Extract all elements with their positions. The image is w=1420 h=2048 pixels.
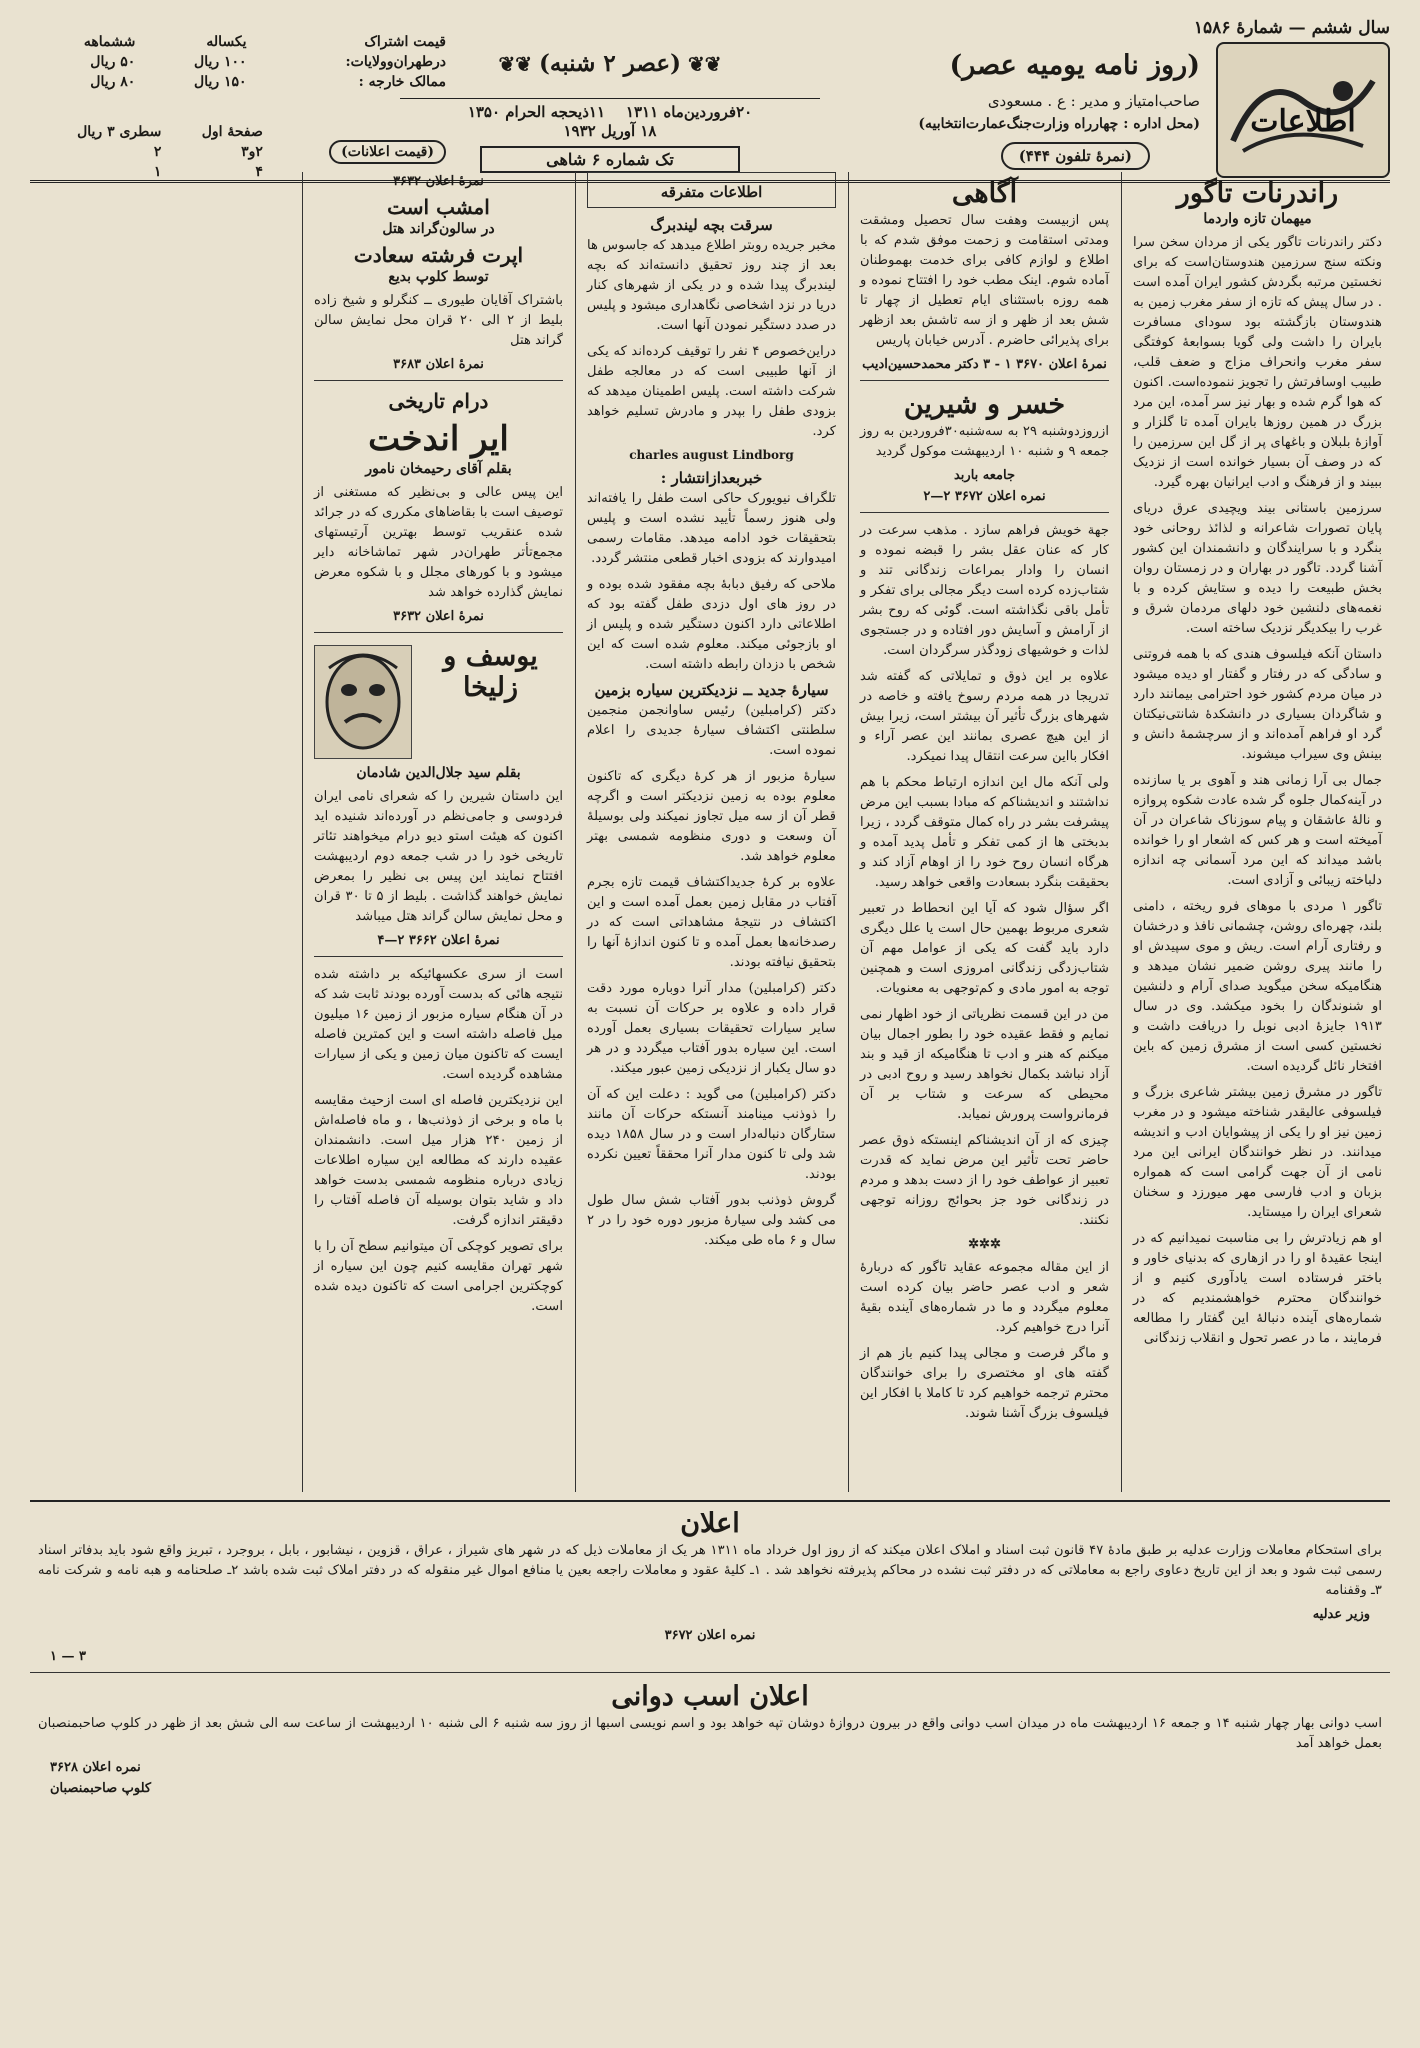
masthead-prices-block	[30, 18, 450, 178]
article-paragraph: ولی آنکه مال این اندازه ارتباط محکم با هم نداشتند و اندیشناکم که مبادا بسبب این مرض پیشرفت بشر در راه کمال متوقف گردد ، زیرا بدبختی ها از کمی تفکر و تأمل پدید آمده و هرگاه انسان روح خود را از اوهام آزاد کند و بحقیقت بنگرد بسعادت واقعی خواهد رسید.	[860, 775, 1109, 890]
date-line	[400, 98, 820, 121]
ads-row2-b: ۲	[153, 144, 162, 160]
tonight-location: در سالون‌گراند هتل	[382, 221, 495, 237]
operetta-text: باشتراک آقایان طیوری ــ کنگرلو و شیخ زاده بلیط از ۲ الی ۲۰ قران محل نمایش سالن گراند هتل	[314, 293, 564, 348]
notice-text: پس ازبیست وهفت سال تحصیل ومشقت ومدتی استقامت و زحمت موفق شدم که با اطلاع و لوازم کافی برای خدمت بهموطنان آماده شوم. اینک مطب خود را افتتاح نموده و همه روزه باستثنای ایام تعطیل از چهار تا شش بعد از ظهر و از سه تاشش بعد ازظهر برای پذیرائی حاضرم . آدرس خیابان پاریس	[860, 213, 1109, 348]
article-paragraph: من در این قسمت نظریاتی از خود اظهار نمی نمایم و فقط عقیده خود را بطور اجمال بیان میکنم که هنر و ادب تا هنگامیکه از قید و بند آزاد نباشد بکمال نخواهد رسید و روح ادبی در محیطی که سرعت و شتاب بر آن فرمانرواست پرورش نمیابد.	[860, 1007, 1109, 1122]
ads-row1-b: سطری ۳ ریال	[77, 124, 162, 140]
news-paragraph: تلگراف نیویورک حاکی است طفل را یافته‌اند ولی هنوز رسماً تأیید نشده است و پلیس بتحقیقات خود ادامه میدهد. مقامات رسمی امیدوارند که بزودی اخبار قطعی منتشر گردد.	[587, 491, 836, 566]
news-paragraph: دکتر (کرامبلین) می گوید : دعلت این که آن را ذوذنب مینامند آنستکه حرکات آن مانند ستارگان دنباله‌دار است و در سال ۱۸۵۸ دیده شد ولی تا کنون مدار آنرا محققاً تعیین نکرده بودند.	[587, 1087, 836, 1182]
operetta-org: توسط کلوپ بدیع	[388, 269, 489, 285]
ornament-icon: ❦❦	[680, 52, 722, 76]
yusuf-author: بقلم سید جلال‌الدین شادمان	[356, 765, 521, 781]
notice-signature: نمرهٔ اعلان ۳۶۷۰ ۱ - ۳ دکتر محمدحسین‌ادیب	[862, 357, 1107, 372]
ads-row1-a: صفحهٔ اول	[201, 124, 263, 140]
planet-headline: سیارهٔ جدید ــ نزدیکترین سیاره بزمین	[594, 681, 829, 699]
single-price: تک شماره ۶ شاهی	[480, 146, 740, 173]
ad-number: نمرهٔ اعلان ۳۶۳۲	[393, 609, 484, 624]
news-paragraph: دکتر (کرامبلین) رئیس ساوانجمن منجمین سلطنتی اکتشاف سیارهٔ جدیدی را اعلام نموده است.	[587, 703, 836, 758]
misc-heading: اطلاعات متفرقه	[660, 183, 763, 201]
khosrow-ad-number: نمره اعلان ۳۶۷۲ ۲—۲	[923, 489, 1046, 504]
ads-row2-a: ۲و۳	[241, 144, 263, 160]
horse-race-headline: اعلان اسب دوانی	[611, 1681, 809, 1712]
ads-row3-a: ۴	[255, 164, 263, 180]
date-hijri: ۱۱ذیحجه الحرام ۱۳۵۰	[467, 103, 606, 121]
tehran-year: ۱۰۰ ریال	[194, 54, 247, 70]
ornament-icon: ❦❦	[498, 52, 539, 76]
issue-number: سال ششم — شمارهٔ ۱۵۸۶	[1193, 18, 1390, 38]
news-paragraph: سیارهٔ مزبور از هر کرهٔ دیگری که تاکنون معلوم بوده به زمین نزدیکتر است و اگرچه قطر آن از سه میل تجاوز نمیکند ولی بوسیلهٔ آن وسعت و دوری منظومه شمسی بهتر معلوم خواهد شد.	[587, 769, 836, 864]
tagore-paragraph: سرزمین باستانی بیند ویچیدی عرق دریای پایان تصورات شاعرانه و لذائذ روحانی خود بنگرد و با سرایندگان و دانشمندان این کشور آشنا گردد. تاگور در بهاران و در زمستان روان بخش طبیعت را دیده و ستایش کرده و با نغمه‌های دلنشین خود دلهای مردمان شرق و غرب را بیکدیگر نزدیک ساخته است.	[1133, 501, 1382, 636]
paper-subtitle: (روز نامه یومیه عصر)	[949, 50, 1200, 81]
news-paragraph: ملاحی که رفیق دبابهٔ بچه مفقود شده بوده و در روز های اول دزدی طفل گفته بود که اطلاعاتی دارد اکنون دستگیر شده و پلیس از او بازجوئی میکند. معلوم شده است که این شخص با دزدان رابطه داشته است.	[587, 577, 836, 672]
article-paragraph: از این مقاله مجموعه عقاید تاگور که دربارهٔ شعر و ادب عصر حاضر بیان کرده است معلوم میگردد و ما در شماره‌های آینده بقیهٔ آنرا درج خواهیم کرد.	[860, 1260, 1109, 1335]
drama-author: بقلم آقای رحیمخان نامور	[365, 461, 512, 477]
column-tagore	[1125, 172, 1390, 1492]
column-divider	[1121, 172, 1122, 1492]
official-notice-headline: اعلان	[680, 1508, 740, 1539]
ads-row3-b: ۱	[153, 164, 162, 180]
article-paragraph: جهة خویش فراهم سازد . مذهب سرعت در کار که عنان عقل بشر را قبضه نموده و انسان را وادار بمراعات زندگانی تند و شتاب‌زده کرده است دیگر مجالی برای تفکر و تأمل باقی نگذاشته است. گوئی که روح بشر از آرامش و آسایش دور افتاده و در جستجوی لذات و خوشیهای زودگذر سرگردان است.	[860, 523, 1109, 658]
column-theatre-ads	[306, 172, 571, 1492]
tagore-subtitle: میهمان تازه واردما	[1203, 211, 1312, 227]
article-paragraph: و ماگر فرصت و مجالی پیدا کنیم باز هم از گفته های او مختصری را برای خوانندگان محترم ترجمه خواهیم کرد تا کاملا با افکار این فیلسوف بزرگ آشنا شوند.	[860, 1346, 1109, 1421]
col-half: ششماهه	[83, 34, 136, 50]
ad-number: نمرهٔ اعلان ۳۶۸۳	[393, 357, 484, 372]
subscription-title: قیمت اشتراک	[364, 34, 446, 50]
article-paragraph: علاوه بر این ذوق و تمایلاتی که گفته شد تدریجا در همه مردم رسوخ یافته و خاصه در شهرهای بزرگ تأثیر آن بیشتر است، زیرا بیش از این هیچ عصری بمانند این عصر آراء و افکار بااین سرعت انتقال پیدا نمیکرد.	[860, 669, 1109, 764]
tagore-paragraph: او هم زیادترش را بی مناسبت نمیدانیم که در اینجا عقیدهٔ او را در ازهاری که بدنیای خاور و باختر فرستاده است یادآوری کنیم و از خوانندگان محترم خواهشمندیم که در شماره‌های آینده دنبالهٔ این گفتار را مطالعه فرمایند ، ما در عصر تحول و انقلاب زندگانی	[1133, 1231, 1382, 1346]
tagore-paragraph: داستان آنکه فیلسوف هندی که با همه فروتنی و سادگی که در رفتار و گفتار او دیده میشود در میان مردم کشور خود احترامی بیمانند دارد و شاگردان بسیاری در دانشکدهٔ شانتی‌نیکتان گرد او فراهم آمده‌اند و از سرچشمهٔ دانش و بینش وی سیراب میشوند.	[1133, 647, 1382, 762]
calligraphy-logo-icon	[1223, 51, 1383, 169]
khosrow-text: ازروزدوشنبه ۲۹ به سه‌شنبه۳۰فروردین به روز جمعه ۹ و شنبه ۱۰ اردیبهشت موکول گردید	[860, 424, 1109, 459]
tagore-paragraph: تاگور ۱ مردی با موهای فرو ریخته ، دامنی بلند، چهره‌ای روشن، چشمانی نافذ و درخشان و رفتاری آرام است. ریش و موی سپیدش او را مانند پیری روشن ضمیر نشان میدهد و هنگامیکه سخن میگوید صدای آرام و دلنشین او شنوندگان را بخود میکشد. وی در سال ۱۹۱۳ جایزهٔ ادبی نوبل را دریافت داشت و نخستین کسی است از مشرق زمین که باین افتخار نائل گردیده است.	[1133, 899, 1382, 1074]
col-year: یکساله	[206, 34, 247, 50]
official-announcements	[30, 1502, 1390, 1802]
tehran-half: ۵۰ ریال	[90, 54, 136, 70]
separator	[314, 632, 563, 633]
drama-headline: درام تاریخی	[388, 389, 489, 413]
tagore-paragraph: جمال بی آرا زمانی هند و آهوی بر یا سازنده در آینه‌کمال جلوه گر شده عادت شکوه پروازه و نالهٔ عاشقان و پیام سوزناک شاعران در آن آمیخته است و هر کس که اشعار او را خوانده باشد میداند که این مرد آسمانی چه اندازه دلباخته زیبائی و آزادی است.	[1133, 773, 1382, 888]
ad-number: نمرهٔ اعلان ۳۶۶۲ ۲—۴	[377, 933, 500, 948]
article-columns	[30, 172, 1390, 1492]
planet-continued-paragraph: این نزدیکترین فاصله ای است ازحیث مقایسه با ماه و برخی از ذوذنب‌ها ، و ماه فاصله‌اش از زمین ۲۴۰ هزار میل است. دانشمندان عقیده دارند که مطالعه این سیاره اطلاعات زیادی درباره منظومه شمسی بدست خواهد داد و شاید بتوان بوسیله آن فاصله آفتاب را دقیقتر اندازه گرفت.	[314, 1093, 564, 1228]
date-persian: ۲۰فروردین‌ماه ۱۳۱۱	[625, 103, 753, 121]
column-notices	[852, 172, 1117, 1492]
abroad-label: ممالک خارجه :	[358, 74, 446, 90]
abroad-half: ۸۰ ریال	[90, 74, 136, 90]
khosrow-headline: خسر و شیرین	[903, 389, 1066, 420]
yusuf-headline: یوسف و زلیخا	[443, 641, 538, 703]
operetta-headline: اپرت فرشته سعادت	[353, 243, 524, 267]
column-divider	[848, 172, 849, 1492]
ads-price-label: (قیمت اعلانات)	[329, 140, 446, 164]
separator	[30, 1672, 1390, 1673]
separator	[314, 956, 563, 957]
official-notice-ad-number: نمره اعلان ۳۶۷۲	[664, 1628, 756, 1643]
official-notice-text: برای استحکام معاملات وزارت عدلیه بر طبق مادهٔ ۴۷ قانون ثبت اسناد و املاک اعلان میکند که از روز اول خرداد ماه ۱۳۱۱ هر یک از معاملات ذیل که در شهر های شیراز ، عراق ، قزوین ، نیشابور ، بابل ، بروجرد ، تبریز واقع شود باید بدفاتر اسناد رسمی ثبت شود و بعد از این تاریخ دعاوی راجع به معاملاتی که در دفتر ثبت نشده در محاکم پذیرفته نخواهد شد . ۱ـ کلیهٔ عقود و معاملات راجعه بعین یا منافع اموال غیر منقوله که در دفتر املاک ثبت شده باشد ۲ـ صلحنامه و هبه نامه و شرکت نامه ۳ـ وقفنامه	[38, 1543, 1382, 1598]
news-paragraph: مخبر جریده روبتر اطلاع میدهد که جاسوس ها بعد از چند روز تحقیق دانسته‌اند که بچه لیندبرگ پیدا شده و در یکی از شهرهای کنار دریا در نزد اشخاصی نگاهداری میشود و پلیس در صدد دستگیر نمودن آنها است.	[587, 238, 836, 333]
official-notice-count: ۳ — ۱	[50, 1649, 87, 1664]
ad-number: نمرهٔ اعلان ۳۶۳۲	[393, 174, 484, 189]
section-heading-box	[587, 172, 836, 208]
column-misc-news	[579, 172, 844, 1492]
column-divider	[302, 172, 303, 1492]
lindbergh-name: charles august Lindborg	[629, 448, 794, 462]
khosrow-org: جامعه باربد	[953, 468, 1016, 483]
tagore-paragraph: دکتر راندرنات تاگور یکی از مردان سخن سرا ونکته سنج سرزمین هندوستان‌است که برای نخستین مرتبه بگردش کشور ایران آمده است . در سال پیش که تازه از سفر مغرب زمین به هندوستان بازگشته بود سودای مسافرت بایران را داشت ولی گویا بسوابعهٔ کوفتگی سفر مغرب وانحراف مزاج و ضعف قلب، طبیب اوسافرتش را تجویز ننموده‌است. اکنون که هوا گرم شده و بهار نیز سر آمده، این مرد بزرگ در همین روزها بایران آمده تا گلزار و آوازهٔ بلبلان و باغهای پر از گل این سرزمین را که در وصف آن بسیار خوانده است از نزدیک ببیند و از فرهنگ و ادب ایرانیان بهره گیرد.	[1133, 235, 1382, 490]
abroad-year: ۱۵۰ ریال	[194, 74, 247, 90]
phone-number: (نمرهٔ تلفون ۴۴۴)	[1001, 142, 1150, 170]
separator	[314, 380, 563, 381]
horse-race-org: کلوپ صاحبمنصبان	[50, 1781, 152, 1796]
news-paragraph: دراین‌خصوص ۴ نفر را توقیف کرده‌اند که یکی از آنها طبیبی است که در معالجه طفل شرکت داشته است. پلیس اطمینان میدهد که بزودی طفل را بپدر و مادرش تسلیم خواهد کرد.	[587, 344, 836, 439]
lindbergh-headline: سرقت بچه لیندبرگ	[650, 216, 773, 234]
theatre-mask-icon	[315, 646, 411, 758]
office-address: (محل اداره : چهارراه وزارت‌جنگ‌عمارت‌انتخابیه)	[918, 116, 1200, 132]
separator	[860, 512, 1109, 513]
news-paragraph: علاوه بر کرهٔ جدیداکتشاف قیمت تازه بجرم آفتاب در مقابل زمین بعمل آمده است و این اکتشاف در نتیجهٔ مشاهداتی است که در رصدخانه‌ها بعمل آمده و تا کنون اندازهٔ آنها را بتحقیق نیافته بودند.	[587, 875, 836, 970]
official-notice-signature: وزیر عدلیه	[1312, 1607, 1370, 1622]
tagore-paragraph: تاگور در مشرق زمین بیشتر شاعری بزرگ و فیلسوفی عالیقدر شناخته میشود و در مغرب زمین نیز او را یکی از پیشوایان ادب و اندیشه میدانند. در نظر خوانندگان ایرانی این مرد نامی از آن جهت گرامی است که همواره بزبان و ادب فارسی مهر میورزد و سخنان شعرای ایران را میستاید.	[1133, 1085, 1382, 1220]
horse-race-text: اسب دوانی بهار چهار شنبه ۱۴ و جمعه ۱۶ اردیبهشت ماه در میدان اسب دوانی واقع در بیرون دروازهٔ دوشان تپه خواهد بود و اسم نویسی اسبها از روز سه شنبه ۶ الی شنبه ۱۰ اردیبهشت از ساعت سه الی شش بعد از ظهر در کلوپ صاحبمنصبان بعمل خواهد آمد	[38, 1716, 1382, 1751]
masthead-date-block	[400, 18, 820, 178]
planet-continued-paragraph: برای تصویر کوچکی آن میتوانیم سطح آن را با شهر تهران مقایسه کنیم چون این سیاره از کوچکترین اجرامی است که تاکنون دیده شده است.	[314, 1239, 563, 1314]
publisher: صاحب‌امتیاز و مدیر : ع . مسعودی	[987, 92, 1200, 110]
date-gregorian: ۱۸ آوریل ۱۹۳۲	[563, 122, 657, 140]
notice-headline: آگاهی	[951, 178, 1018, 209]
horse-race-ad-number: نمره اعلان ۳۶۲۸	[50, 1760, 141, 1775]
news-paragraph: گروش ذوذنب بدور آفتاب شش سال طول می کشد ولی سیارهٔ مزبور دوره خود را در ۲ سال و ۶ ماه طی میکند.	[587, 1193, 836, 1248]
tagore-headline: راندرنات تاگور	[1176, 178, 1339, 209]
column-left-continuation	[30, 172, 298, 1492]
tehran-label: درطهران‌وولایات:	[345, 54, 446, 70]
day-label: (عصر ۲ شنبه)	[539, 50, 681, 77]
article-paragraph: اگر سؤال شود که آیا این انحطاط در تعبیر شعری مربوط بهمین حال است یا علل دیگری دارد باید گفت که یکی از عوامل مهم آن شتاب‌زدگی زندگانی امروزی است و همچنین توجه به امور مادی و کم‌توجهی به معنویات.	[860, 901, 1109, 996]
planet-continued-paragraph: است از سری عکسهائیکه بر داشته شده نتیجه هائی که بدست آورده بودند ثابت شد که در آن هنگام سیاره مزبور از زمین ۱۶ میلیون میل فاصله داشته است و این کمترین فاصله ایست که تاکنون میان زمین و یکی از سیارات مشاهده گردیده است.	[314, 967, 563, 1082]
masthead	[30, 18, 1390, 183]
newspaper-logo	[1216, 42, 1390, 178]
irandokht-headline: ایر اندخت	[368, 419, 509, 459]
bottom-section	[30, 1500, 1390, 2030]
theatre-mask-illustration	[314, 645, 412, 759]
later-news-headline: خبربعدازانتشار :	[660, 469, 763, 487]
tonight-headline: امشب است	[387, 195, 490, 219]
masthead-title-block	[830, 18, 1390, 178]
news-paragraph: دکتر (کرامبلین) مدار آنرا دوباره مورد دقت قرار داده و علاوه بر حرکات آن نسبت به سایر سیارات تحقیقات بسیاری بعمل آورده است. این سیاره بدور آفتاب میگردد و در هر دو سال یکبار از نزدیکی زمین عبور میکند.	[587, 981, 836, 1076]
drama-text: این پیس عالی و بی‌نظیر که مستغنی از توصیف است با بقاضاهای مکرری که در جرائد شده عنقریب توسط بهترین آرتیستهای مجمع‌تأتر طهران‌در شهر تماشاخانه دایر میشود و با کورهای مجلل و با شکوه معرض نمایش گذارده خواهد شد	[314, 485, 563, 600]
svg-text:اطلاعات: اطلاعات	[1250, 104, 1356, 139]
separator	[860, 380, 1109, 381]
article-paragraph: چیزی که از آن اندیشناکم اینستکه ذوق عصر حاضر تحت تأثیر این مرض نماید که قدرت تعبیر از عواطف خود را از دست بدهد و مردم در زندگانی خود جز بحوائج روزانه توجهی نکنند.	[860, 1133, 1109, 1228]
yusuf-text: این داستان شیرین را که شعرای نامی ایران فردوسی و جامی‌نظم در آورده‌اند شنیده اید اکنون که هیئت استو دیو درام میخواهند تئاتر تاریخی خود را در شب جمعه دوم اردیبهشت افتتاح نمایند این پیس بی نظیر را بمعرض نمایش خواهند گذاشت . بلیط از ۵ تا ۳۰ قران و محل نمایش سالن گراند هتل میباشد	[314, 789, 563, 924]
star-divider-icon: ✲✲✲	[968, 1237, 1001, 1252]
subscription-table	[30, 32, 450, 92]
column-divider	[575, 172, 576, 1492]
day-line	[410, 50, 810, 77]
